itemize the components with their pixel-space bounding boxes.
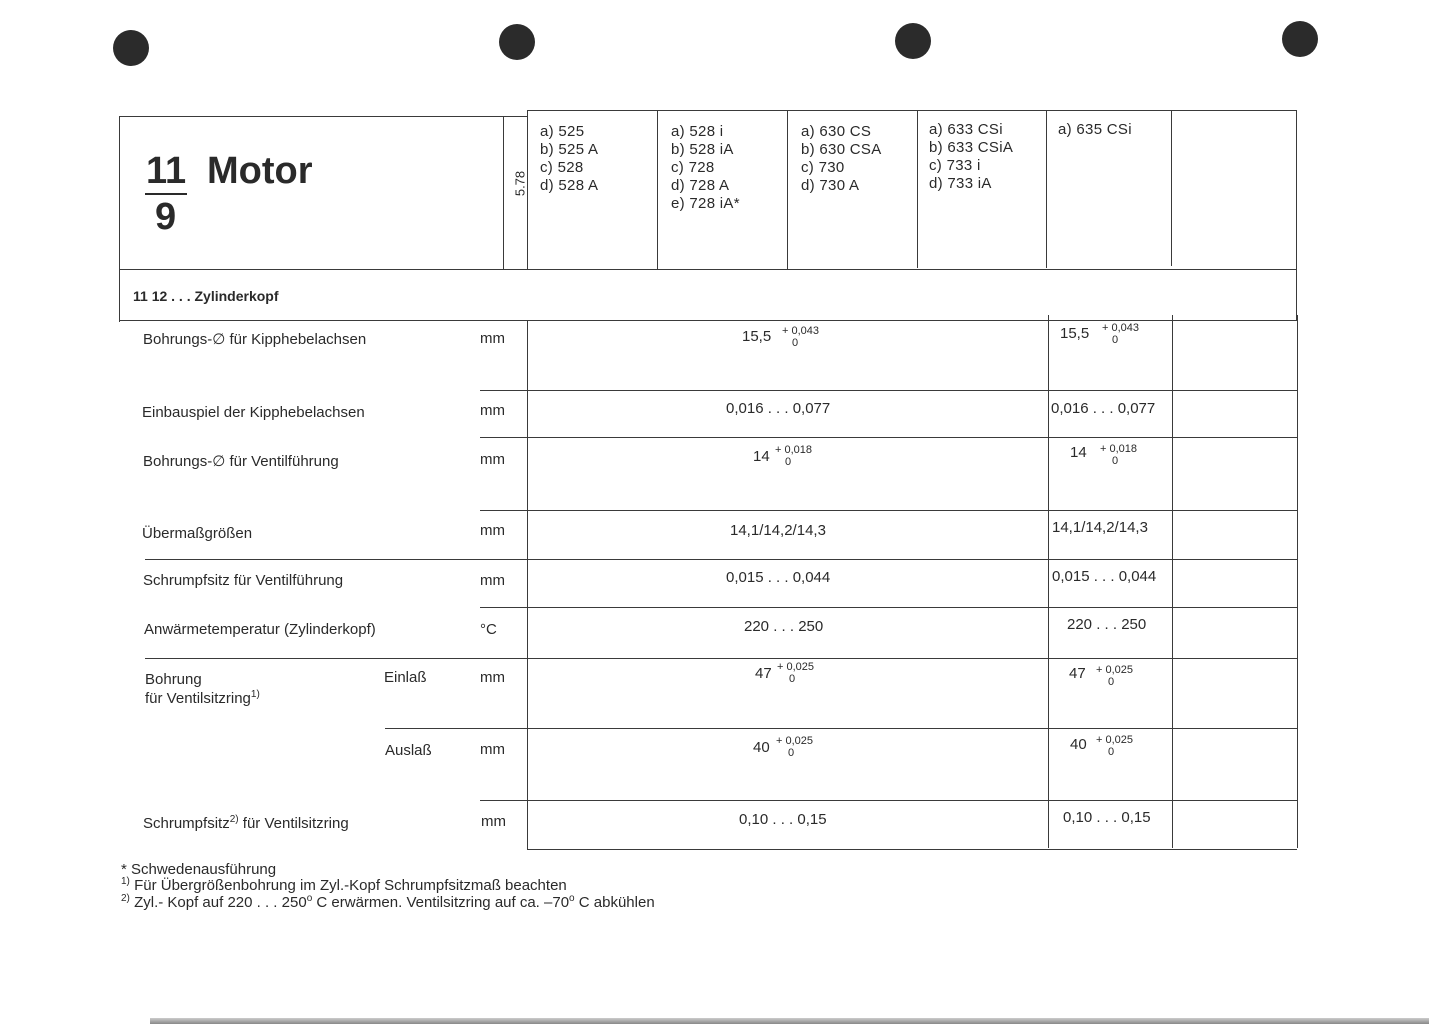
section-heading: 11 12 . . . Zylinderkopf xyxy=(133,288,279,304)
model-column-1 xyxy=(540,123,598,195)
tolerance: + 0,025 0 xyxy=(777,661,815,685)
row-unit: mm xyxy=(480,522,505,539)
model-column-3 xyxy=(801,123,882,195)
model-item: c) 528 xyxy=(540,159,584,176)
model-item: b) 633 CSiA xyxy=(929,139,1014,156)
row-label: Bohrung xyxy=(145,671,202,688)
tolerance: + 0,018 0 xyxy=(1100,443,1138,467)
model-item: a) 633 CSi xyxy=(929,121,1003,138)
model-item: d) 528 A xyxy=(540,177,599,194)
row-label-continued: für Ventilsitzring$^{1)}$ xyxy=(145,689,260,707)
value-main: 14 xyxy=(753,448,770,465)
footnote-star: * Schwedenausführung xyxy=(121,861,277,878)
model-item: d) 733 iA xyxy=(929,175,992,192)
model-column-4 xyxy=(929,121,1013,193)
footnote-1: $^{1)}$ Für Übergrößenbohrung im Zyl.-Kopf Schrumpfsitzmaß beachten xyxy=(121,876,567,894)
model-item: a) 525 xyxy=(540,123,585,140)
row-unit: °C xyxy=(480,621,497,638)
tolerance: + 0,025 0 xyxy=(1096,664,1134,688)
row-label: Anwärmetemperatur (Zylinderkopf) xyxy=(144,621,376,638)
model-column-5 xyxy=(1058,121,1132,139)
value-main: 0,015 . . . 0,044 xyxy=(726,569,831,586)
issue-date: 5.78 xyxy=(512,170,528,197)
value-635: 14,1/14,2/14,3 xyxy=(1052,519,1148,536)
value-main: 14,1/14,2/14,3 xyxy=(730,522,826,539)
row-label: Schrumpfsitz für Ventilführung xyxy=(143,572,344,589)
footnote-2: $^{2)}$ Zyl.- Kopf auf 220 . . . 250$^o$ C erwärmen. Ventilsitzring auf ca. –70$^o$ C abkühlen xyxy=(121,893,655,911)
scan-edge xyxy=(150,1018,1429,1024)
model-item: d) 728 A xyxy=(671,177,730,194)
value-main: 47 xyxy=(755,665,772,682)
row-label: Übermaßgrößen xyxy=(142,525,253,542)
row-unit: mm xyxy=(481,813,506,830)
model-column-2 xyxy=(671,123,740,213)
model-item: c) 730 xyxy=(801,159,845,176)
value-635: 14 xyxy=(1070,444,1087,461)
tolerance: + 0,025 0 xyxy=(1096,734,1134,758)
group-number: 11 xyxy=(146,150,187,192)
value-635: 0,015 . . . 0,044 xyxy=(1052,568,1157,585)
row-sublabel: Auslaß xyxy=(385,742,432,759)
model-item: b) 630 CSA xyxy=(801,141,882,158)
row-unit: mm xyxy=(480,572,505,589)
model-item: d) 730 A xyxy=(801,177,860,194)
fraction-bar xyxy=(145,193,187,195)
value-main: 40 xyxy=(753,739,770,756)
row-unit: mm xyxy=(480,741,505,758)
model-item: c) 733 i xyxy=(929,157,981,174)
tolerance: + 0,043 0 xyxy=(1102,322,1140,346)
row-label: Einbauspiel der Kipphebelachsen xyxy=(142,404,365,421)
row-label: Bohrungs-∅ für Ventilführung xyxy=(143,453,339,470)
model-item: a) 528 i xyxy=(671,123,724,140)
value-main: 0,016 . . . 0,077 xyxy=(726,400,831,417)
value-main: 0,10 . . . 0,15 xyxy=(739,811,827,828)
page-title: Motor xyxy=(207,150,313,192)
model-item: c) 728 xyxy=(671,159,715,176)
model-item: a) 630 CS xyxy=(801,123,872,140)
value-main: 220 . . . 250 xyxy=(744,618,824,635)
row-unit: mm xyxy=(480,402,505,419)
model-item: b) 525 A xyxy=(540,141,599,158)
tolerance: + 0,025 0 xyxy=(776,735,814,759)
value-635: 0,016 . . . 0,077 xyxy=(1051,400,1156,417)
row-unit: mm xyxy=(480,669,505,686)
row-label: Schrumpfsitz$^{2)}$ für Ventilsitzring xyxy=(143,814,349,832)
row-unit: mm xyxy=(480,451,505,468)
tolerance: + 0,043 0 xyxy=(782,325,820,349)
model-item: e) 728 iA* xyxy=(671,195,740,212)
page-number: 9 xyxy=(155,196,177,238)
model-item: b) 528 iA xyxy=(671,141,734,158)
value-635: 47 xyxy=(1069,665,1086,682)
value-635: 15,5 xyxy=(1060,325,1090,342)
row-sublabel: Einlaß xyxy=(384,669,427,686)
tolerance: + 0,018 0 xyxy=(775,444,813,468)
row-unit: mm xyxy=(480,330,505,347)
value-635: 40 xyxy=(1070,736,1087,753)
model-item: a) 635 CSi xyxy=(1058,121,1132,138)
value-635: 0,10 . . . 0,15 xyxy=(1063,809,1151,826)
value-main: 15,5 xyxy=(742,328,772,345)
row-label: Bohrungs-∅ für Kipphebelachsen xyxy=(143,331,367,348)
value-635: 220 . . . 250 xyxy=(1067,616,1147,633)
